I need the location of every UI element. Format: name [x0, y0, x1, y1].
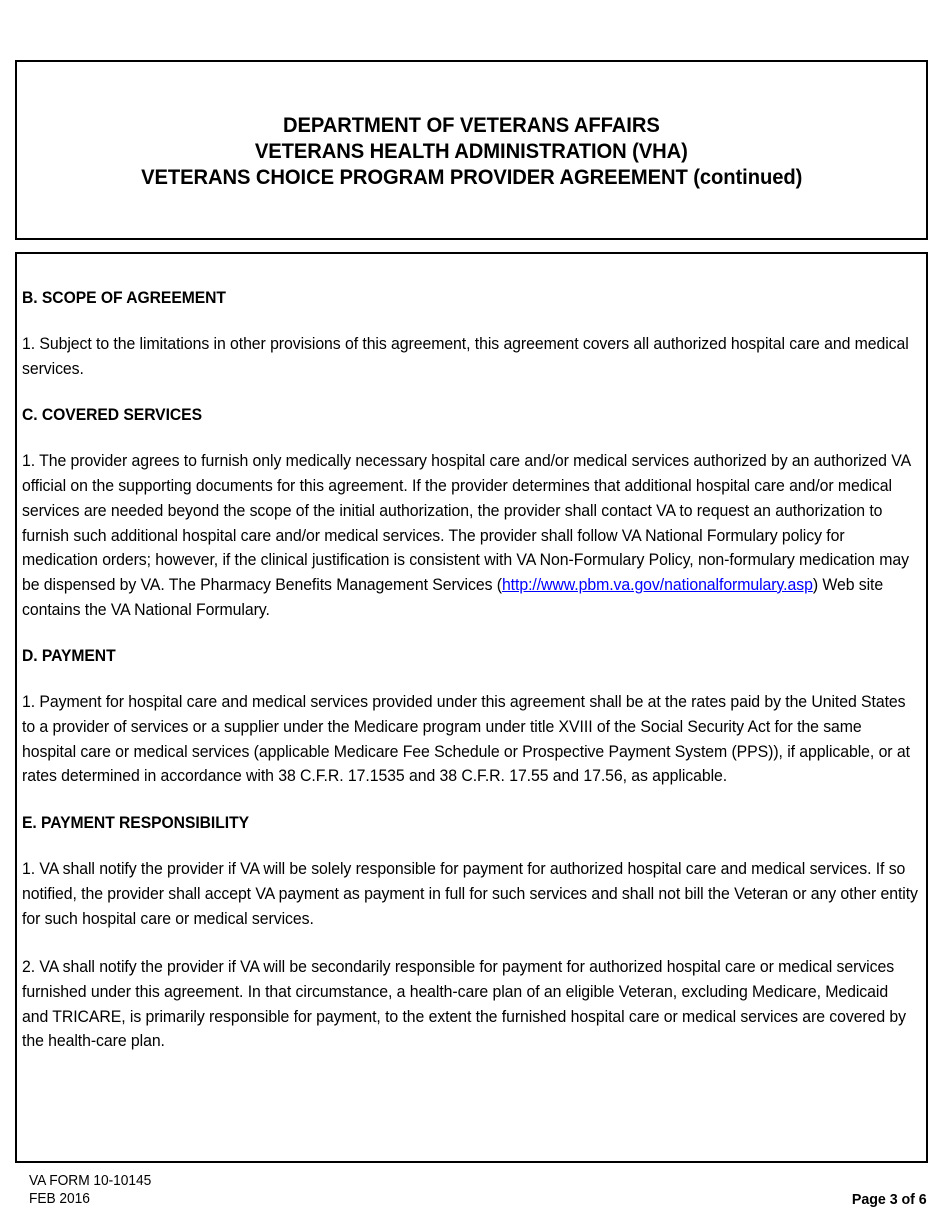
- national-formulary-link[interactable]: http://www.pbm.va.gov/nationalformulary.asp: [501, 574, 813, 594]
- section-c-paragraph-1: [22, 449, 918, 622]
- section-heading-c: C. COVERED SERVICES: [22, 406, 202, 425]
- section-c-paragraph-1-tail: ) Web site contains the VA National Formulary.: [22, 574, 884, 619]
- header-title-line-1: DEPARTMENT OF VETERANS AFFAIRS: [283, 113, 660, 137]
- section-e-paragraph-2: 2. VA shall notify the provider if VA will be secondarily responsible for payment for authorized hospital care or medical services furnished under this agreement. In that circumstance, a health-care plan of an eligible Veteran, excluding Medicare, Medicaid and TRICARE, is primarily responsible for payment, to the extent the furnished hospital care or medical services are covered by the health-care plan.: [22, 957, 907, 1051]
- section-heading-d: D. PAYMENT: [22, 647, 116, 666]
- section-e-paragraph-1: 1. VA shall notify the provider if VA will be solely responsible for payment for authorized hospital care and medical services. If so notified, the provider shall accept VA payment as payment in full for such services and shall not bill the Veteran or any other entity for such hospital care or medical services.: [22, 859, 918, 928]
- header-title-line-3: VETERANS CHOICE PROGRAM PROVIDER AGREEMENT (continued): [140, 165, 803, 189]
- footer-form-info: [29, 1172, 151, 1208]
- section-b-paragraph-1: 1. Subject to the limitations in other provisions of this agreement, this agreement covers all authorized hospital care and medical services.: [22, 334, 909, 378]
- spacer: [22, 308, 920, 332]
- section-heading-e: E. PAYMENT RESPONSIBILITY: [22, 814, 250, 833]
- footer-form-number: VA FORM 10-10145: [29, 1173, 152, 1189]
- spacer: [22, 622, 920, 646]
- footer-page-number: Page 3 of 6: [852, 1191, 927, 1208]
- document-body-box: [15, 252, 928, 1163]
- spacer: [22, 666, 920, 690]
- spacer: [22, 931, 920, 955]
- section-c-paragraph-1-text: 1. The provider agrees to furnish only medically necessary hospital care and/or medical services authorized by an authorized VA official on the supporting documents for this agreement. If the provider determines that additional hospital care and/or medical services are needed beyond the scope of the initial authorization, the provider shall contact VA to request an authorization to furnish such additional hospital care and/or medical services. The provider shall follow VA National Formulary policy for medication orders; however, if the clinical justification is consistent with VA Non-Formulary Policy, non-formulary medication may be dispensed by VA. The Pharmacy Benefits Management Services (: [22, 451, 911, 594]
- footer-form-date: FEB 2016: [29, 1191, 90, 1207]
- section-heading-b: B. SCOPE OF AGREEMENT: [22, 289, 226, 307]
- section-d-paragraph-1: 1. Payment for hospital care and medical services provided under this agreement shall be at the rates paid by the United States to a provider of services or a supplier under the Medicare program under title XVIII of the Social Security Act for the same hospital care or medical services (applicable Medicare Fee Schedule or Prospective Payment System (PPS)), if applicable, or at rates determined in accordance with 38 C.F.R. 17.1535 and 38 C.F.R. 17.55 and 17.56, as applicable.: [22, 692, 910, 786]
- header-title-line-2: VETERANS HEALTH ADMINISTRATION (VHA): [255, 139, 688, 163]
- document-header-box: [15, 60, 928, 240]
- spacer: [22, 833, 920, 857]
- spacer: [22, 381, 920, 405]
- spacer: [22, 425, 920, 449]
- document-footer: [29, 1172, 927, 1208]
- document-body-content: [22, 288, 920, 1054]
- spacer: [22, 789, 920, 813]
